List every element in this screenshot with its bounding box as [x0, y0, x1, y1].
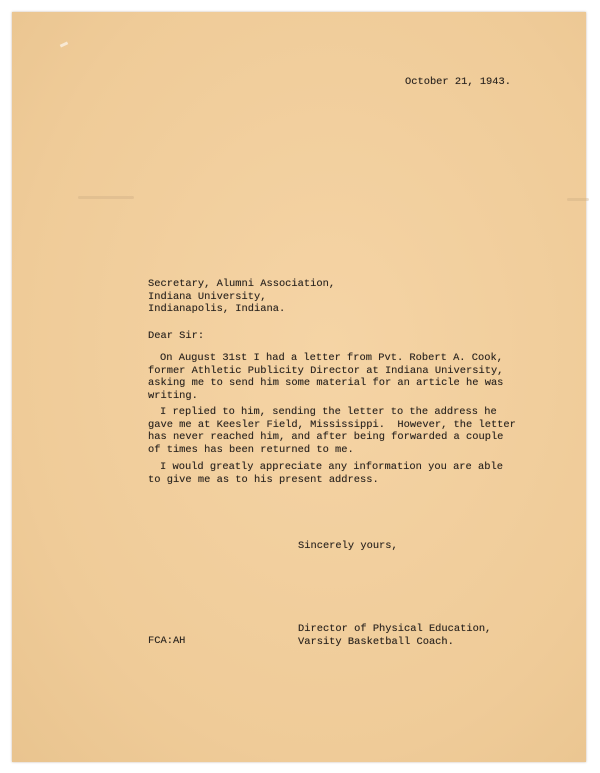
complimentary-close: Sincerely yours, — [298, 540, 398, 552]
paragraph-line: writing. — [148, 389, 198, 402]
signature-block — [298, 623, 491, 648]
recipient-address — [148, 278, 335, 316]
paragraph-line: to give me as to his present address. — [148, 473, 379, 486]
paper-mark — [60, 41, 69, 47]
body-paragraph — [148, 352, 503, 402]
address-line: Indiana University, — [148, 290, 267, 303]
paragraph-line: On August 31st I had a letter from Pvt. Robert A. Cook, — [160, 352, 503, 364]
address-line: Secretary, Alumni Association, — [148, 278, 336, 290]
body-paragraph — [148, 406, 516, 456]
paragraph-line: I replied to him, sending the letter to the address he — [160, 406, 497, 418]
paragraph-line: of times has been returned to me. — [148, 443, 354, 456]
letter-date: October 21, 1943. — [405, 76, 512, 88]
paper-smudge — [567, 198, 589, 201]
paragraph-line: former Athletic Publicity Director at Indiana University, — [148, 364, 504, 377]
paragraph-line: I would greatly appreciate any information you are able — [160, 461, 503, 473]
signature-line: Varsity Basketball Coach. — [298, 635, 454, 648]
reference-initials: FCA:AH — [148, 635, 186, 647]
paragraph-line: has never reached him, and after being forwarded a couple — [148, 431, 504, 443]
salutation: Dear Sir: — [148, 330, 205, 342]
letter-page — [12, 12, 586, 762]
signature-line: Director of Physical Education, — [298, 623, 492, 635]
paragraph-line: gave me at Keesler Field, Mississippi. However, the letter — [148, 418, 516, 431]
body-paragraph — [148, 461, 503, 486]
paper-smudge — [78, 196, 134, 199]
paragraph-line: asking me to send him some material for an article he was — [148, 377, 504, 389]
address-line: Indianapolis, Indiana. — [148, 303, 286, 315]
